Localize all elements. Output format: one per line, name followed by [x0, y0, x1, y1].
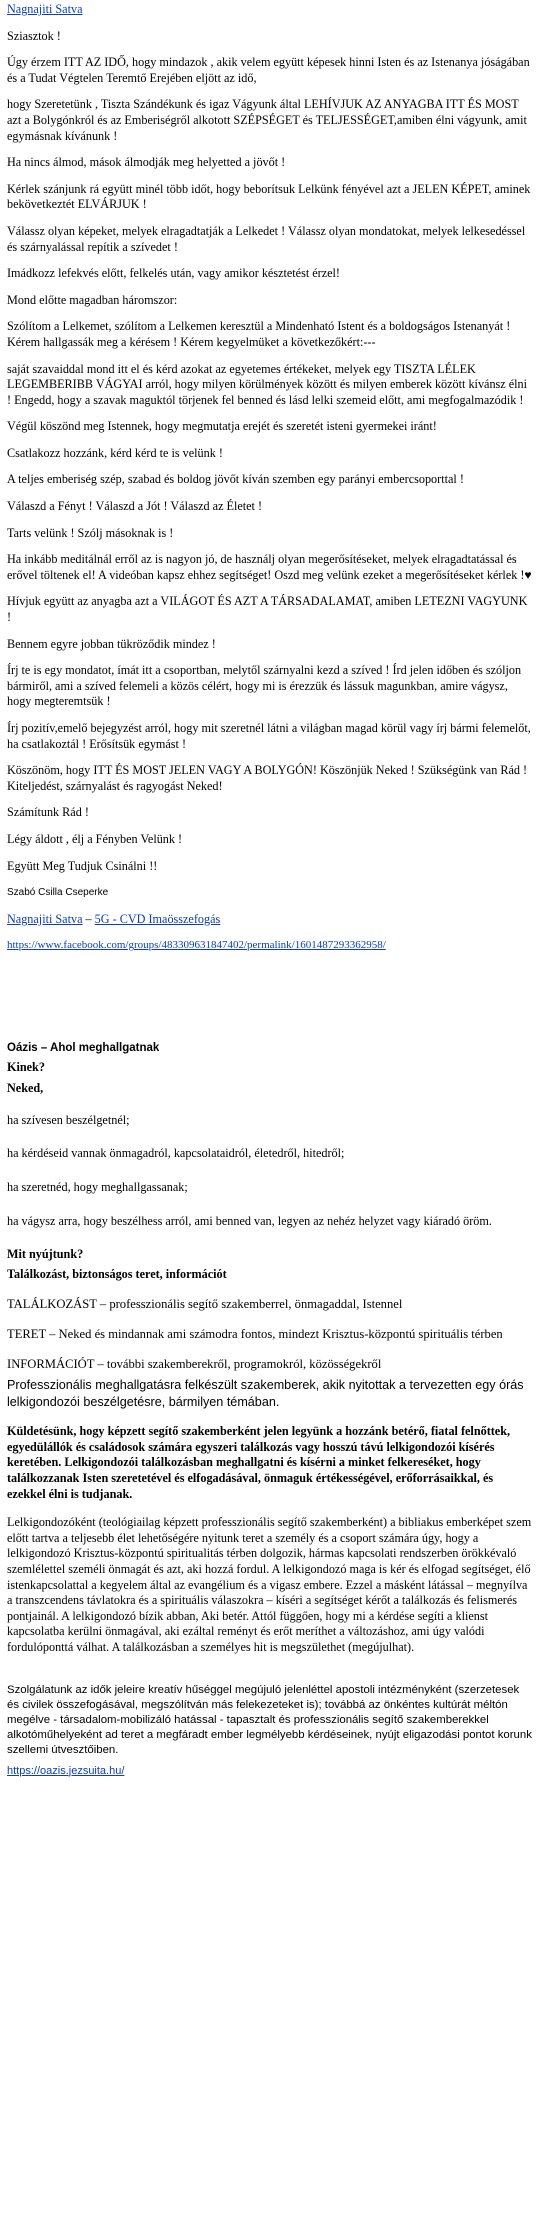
oasis-mit: Mit nyújtunk? — [7, 1247, 84, 1262]
text-line: Válaszd a Fényt ! Válaszd a Jót ! Válaszd az Életet ! — [7, 499, 263, 514]
oasis-url-line — [7, 1764, 532, 1780]
source-link-author[interactable]: Nagnajiti Satva — [7, 911, 83, 926]
text-line: Írj pozitív,emelő bejegyzést arról, hogy mit szeretnél látni a világban magad körül vagy írj bármi felemelőt, ha csatlakoztál ! Erősítsük egymást ! — [7, 721, 531, 751]
oasis-info-text: – további szakemberekről, programokról, közösségekről — [94, 1357, 382, 1372]
oasis-closing: Szolgálatunk az idők jeleire kreatív hűséggel megújuló jelenléttel apostoli intézményként (szerzetesek és civilek összefogásával, megszólítván más felekezeteket is); továbbá az önkéntes kultúrát méltón megélve - társadalom-mobilizáló hatással - tapasztalt és professzionális segítő szakemberekkel alkotóműhelyeként ad teret a megfáradt ember legmélyebb kérdéseinek, nyújt eligazodási pontot korunk szellemi útvesztőiben. — [7, 1683, 532, 1756]
text-line: Együtt Meg Tudjuk Csinálni !! — [7, 858, 158, 873]
oasis-space — [7, 1326, 532, 1342]
text-line: Mond előtte magadban háromszor: — [7, 292, 178, 307]
text-line: Ha nincs álmod, mások álmodják meg helyetted a jövőt ! — [7, 155, 286, 170]
oasis-meeting-head: TALÁLKOZÁST — [7, 1297, 97, 1312]
signature: Szabó Csilla Cseperke — [7, 887, 109, 899]
oasis-space-text: – Neked és mindannak ami számodra fontos, mindezt Krisztus-központú spirituális térben — [45, 1327, 503, 1342]
source-line — [7, 912, 532, 928]
oasis-space-head: TERET — [7, 1327, 46, 1342]
text-line: saját szavaiddal mond itt el és kérd azokat az egyetemes értékeket, melyek egy TISZTA LÉLEK LEGEMBERIBB VÁGYAI arról, hogy milyen körülmények között és milyen emberek között kívánsz élni ! Engedd, hogy a szavak maguktól törjenek fel benned és lásd lelki szemeid előtt, ami megfogalmazódik ! — [7, 361, 528, 407]
text-line: A teljes emberiség szép, szabad és boldog jövőt kíván szemben egy parányi embercsoporttal ! — [7, 472, 464, 487]
source-separator: – — [82, 911, 95, 926]
oasis-item: ha szívesen beszélgetnél; — [7, 1112, 130, 1127]
source-link-group[interactable]: 5G - CVD Imaösszefogás — [94, 911, 221, 926]
oasis-item: ha vágysz arra, hogy beszélhess arról, ami benned van, legyen az nehéz helyzet vagy kiáradó öröm. — [7, 1213, 492, 1228]
text-line: Ha inkább meditálnál erről az is nagyon jó, de használj olyan megerősítéseket, melyek elragadtatással és erővel töltenek el! A videóban kapsz ehhez segítséget! Oszd meg velünk ezeket a megerősítéseket kérlek !♥ — [7, 552, 532, 582]
oasis-info — [7, 1356, 532, 1372]
oasis-kinek: Kinek? — [7, 1059, 45, 1074]
text-line: Kérlek szánjunk rá együtt minél több időt, hogy beborítsuk Lelkünk fényével azt a JELEN KÉPET, aminek bekövetkeztét ELVÁRJUK ! — [7, 181, 531, 212]
text-line: Köszönöm, hogy ITT ÉS MOST JELEN VAGY A BOLYGÓN! Köszönjük Neked ! Szükségünk van Rád ! Kiteljedést, szárnyalást és ragyogást Neked! — [7, 763, 528, 793]
oasis-body: Lelkigondozóként (teológiailag képzett professzionális segítő szakemberként) a bibliakus emberképet szem előtt tartva a teljesebb élet lehetőségére nyitunk teret a személy és a csoport számára úgy, hogy a lelkigondozó Krisztus-központú spiritualitás térben dolgozik, hármas kapcsolati rendszerben örökkévaló szemlélettel személi önmagát és azt, aki hozzá fordul. A lelkigondozó maga is kér és elfogad segítséget, élő istenkapcsolattal a kegyelem által az evangélium és a vigasz embere. Ezzel a másként látással – megnyílva a transzcendens távlatokra és a spirituális válaszokra – kíséri a segítséget kérőt a találkozás és felismerés pontjainál. A lelkigondozó bízik abban, Aki betér. Attól függően, hogy mi a kérdése segíti a klienst kapcsolatba kerülni önmagával, aki ezáltal reményt és erőt meríthet a változáshoz, ami úgy valódi fordulóponttá válhat. A találkozásban a személyes hit is megszülethet (megújulhat). — [7, 1515, 532, 1654]
oasis-neked: Neked, — [7, 1081, 44, 1096]
oasis-info-head: INFORMÁCIÓT — [7, 1357, 95, 1372]
page-content — [7, 2, 532, 1779]
oasis-title: Oázis – Ahol meghallgatnak — [7, 1041, 160, 1054]
text-line: Írj te is egy mondatot, ímát itt a csoportban, melytől szárnyalni kezd a szíved ! Írd jelen időben és szóljon bármiről, ami a szíved felemeli a közös célért, hogy mi is érezzük és lássuk magunkban, amire vágysz, hogy megteremtsük ! — [7, 663, 522, 709]
text-line: Hívjuk együtt az anyagba azt a VILÁGOT ÉS AZT A TÁRSADALAMAT, amiben LETEZNI VAGYUNK ! — [7, 594, 528, 625]
section-gap-2 — [7, 1656, 532, 1683]
facebook-url-link[interactable]: https://www.facebook.com/groups/483309631847402/permalink/1601487293362958/ — [7, 939, 386, 952]
text-line: Csatlakozz hozzánk, kérd kérd te is velünk ! — [7, 445, 223, 460]
text-line: Válassz olyan képeket, melyek elragadtatják a Lelkedet ! Válassz olyan mondatokat, melyek lelkesedéssel és szárnyalással repítik a szívedet ! — [7, 223, 526, 254]
text-line: Imádkozz lefekvés előtt, felkelés után, vagy amikor késztetést érzel! — [7, 266, 340, 281]
oasis-meeting-text: – professzionális segítő szakemberrel, önmagaddal, Istennel — [96, 1297, 403, 1312]
section-gap — [7, 954, 532, 1041]
oasis-offer: Találkozást, biztonságos teret, információt — [7, 1266, 227, 1281]
facebook-url-line — [7, 938, 532, 954]
text-line: Számítunk Rád ! — [7, 805, 89, 820]
oasis-mission: Küldetésünk, hogy képzett segítő szakemberként jelen legyünk a hozzánk betérő, fiatal felnőttek, egyedülállók és családosok számára egyszeri találkozás vagy hosszú távú lelkigondozói kísérés keretében. Lelkigondozói találkozásban meghallgatni és kísérni a minket felkereséket, hogy találkozzanak Isten szeretetével és elfogadásával, önmaguk értékességével, erőforrásaikkal, és ezekkel élni is tudjanak. — [7, 1424, 511, 1501]
oasis-professionals: Professzionális meghallgatásra felkészült szakemberek, akik nyitottak a tervezetten egy órás lelkigondozói beszélgetésre, bármilyen témában. — [7, 1378, 524, 1410]
text-line: Sziasztok ! — [7, 28, 61, 43]
text-line: Tarts velünk ! Szólj másoknak is ! — [7, 525, 174, 540]
text-line: Végül köszönd meg Istennek, hogy megmutatja erejét és szeretét isteni gyermekei iránt! — [7, 419, 437, 434]
author-link[interactable] — [7, 2, 532, 18]
text-line: Bennem egyre jobban tükröződik mindez ! — [7, 636, 216, 651]
text-line: Szólítom a Lelkemet, szólítom a Lelkemen keresztül a Mindenható Istent és a boldogságos Istenanyát ! Kérem hallgassák meg a kérésem ! Kérem kegyelmüket a következőkért:--- — [7, 319, 511, 349]
oasis-url-link[interactable]: https://oazis.jezsuita.hu/ — [7, 1764, 125, 1777]
oasis-meeting — [7, 1296, 532, 1312]
text-line: Úgy érzem ITT AZ IDŐ, hogy mindazok , akik velem együtt képesek hinni Isten és az Istenanya jóságában és a Tudat Végtelen Teremtő Erejében eljött az idő, — [7, 55, 530, 85]
oasis-item: ha kérdéseid vannak önmagadról, kapcsolataidról, életedről, hitedről; — [7, 1146, 345, 1161]
oasis-item: ha szeretnéd, hogy meghallgassanak; — [7, 1179, 188, 1194]
text-line: hogy Szeretetünk , Tiszta Szándékunk és igaz Vágyunk által LEHÍVJUK AZ ANYAGBA ITT ÉS MOST azt a Bolygónkról és az Emberiségről alkotott SZÉPSÉGET és TELJESSÉGET,amiben élni vágyunk, amit egymásnak kívánunk ! — [7, 97, 527, 143]
author-link-anchor[interactable]: Nagnajiti Satva — [7, 2, 83, 16]
text-line: Légy áldott , élj a Fényben Velünk ! — [7, 831, 183, 846]
